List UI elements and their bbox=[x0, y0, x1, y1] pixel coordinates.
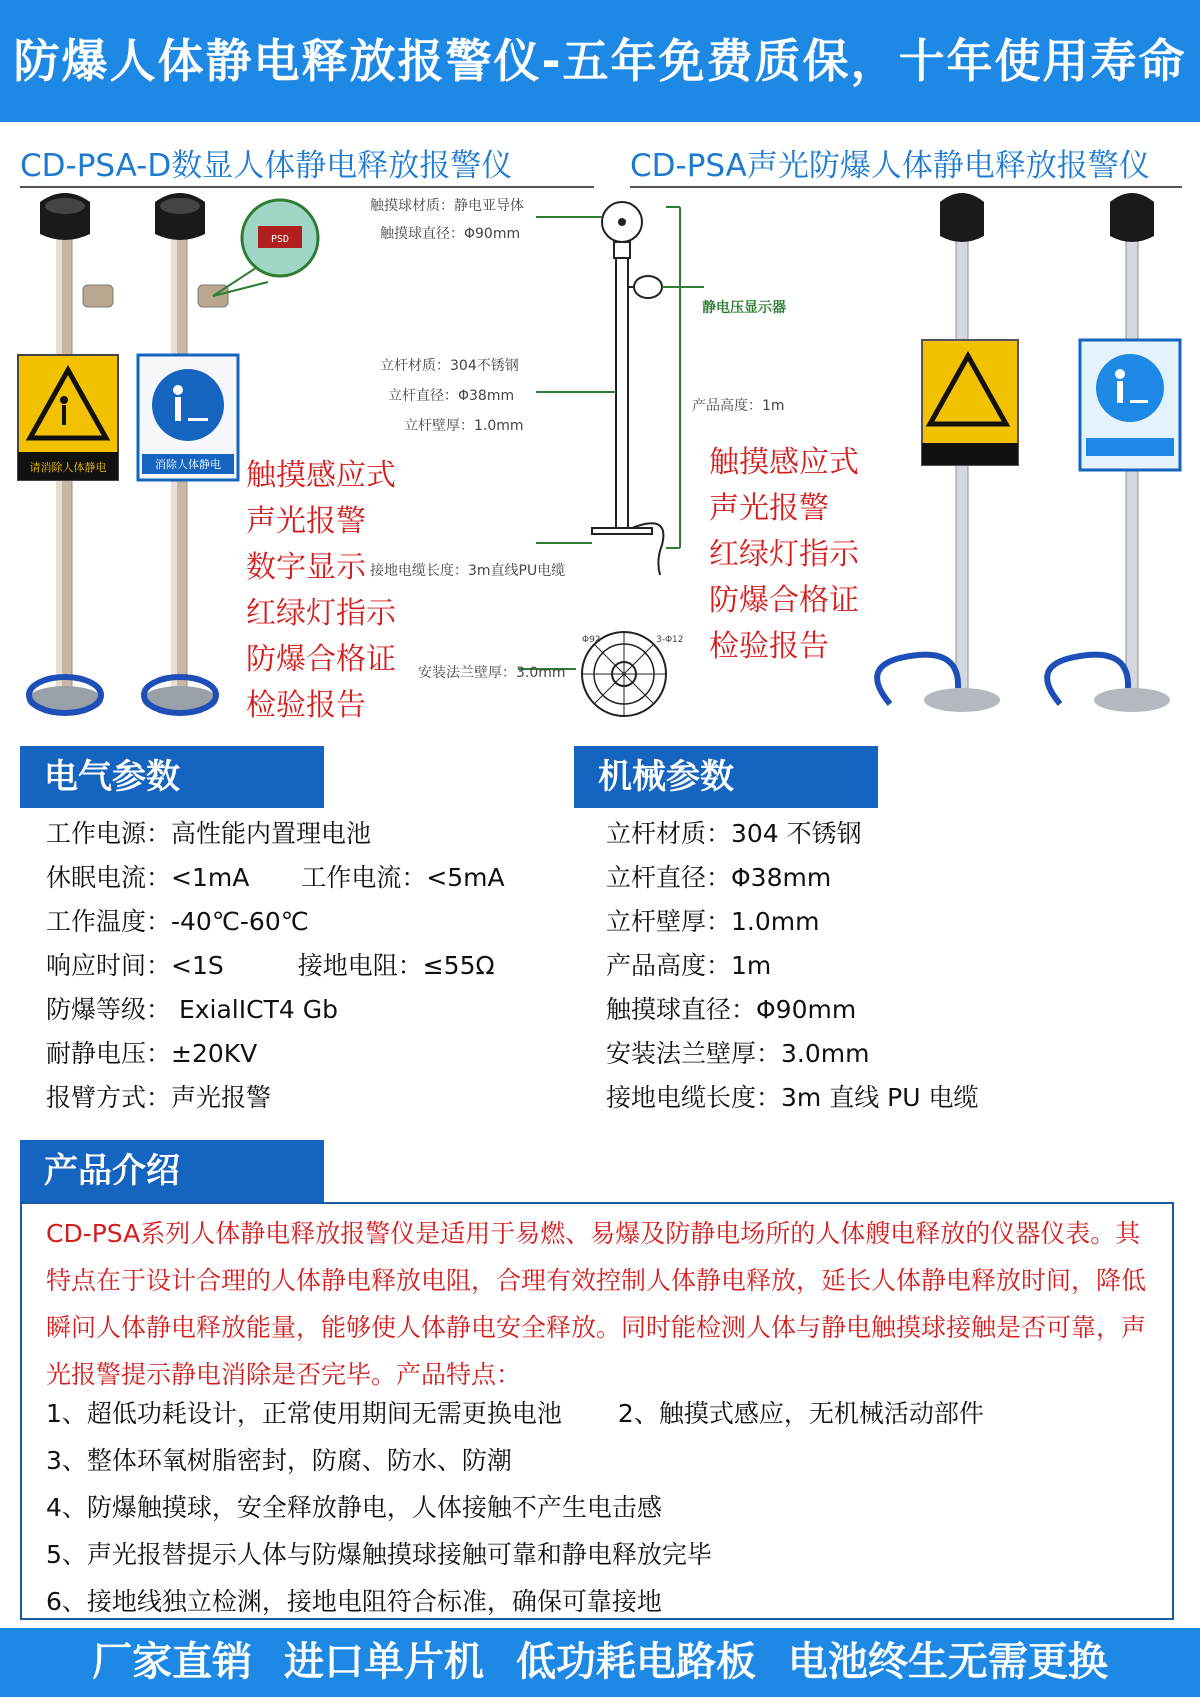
param-row bbox=[46, 812, 505, 856]
point-item: 1、超低功耗设计，正常使用期间无需更换电池 bbox=[46, 1399, 562, 1428]
model-title-right: CD-PSA声光防爆人体静电释放报警仪 bbox=[630, 148, 1150, 184]
param-item: 工作电流：<5mA bbox=[301, 863, 505, 892]
section-heading-mechanical: 机械参数 bbox=[574, 746, 878, 808]
point-item: 2、触摸式感应，无机械活动部件 bbox=[617, 1399, 984, 1428]
feature-list-left bbox=[246, 453, 396, 729]
label-product-height: 产品高度：1m bbox=[692, 398, 785, 414]
point-row bbox=[46, 1531, 984, 1578]
mechanical-params bbox=[606, 812, 978, 1120]
label-pole-material: 立杆材质：304不锈钢 bbox=[380, 358, 519, 374]
label-pole-wall: 立杆壁厚：1.0mm bbox=[404, 418, 524, 434]
param-item: 触摸球直径：Φ90mm bbox=[606, 995, 857, 1024]
param-item: 安装法兰壁厚：3.0mm bbox=[606, 1039, 870, 1068]
param-item: 响应时间：<1S bbox=[46, 951, 224, 980]
param-item: 耐静电压：±20KV bbox=[46, 1039, 258, 1068]
feature-points bbox=[46, 1390, 984, 1625]
sign-warning-text: 请消除人体静电 bbox=[29, 461, 107, 474]
left-product-image bbox=[18, 190, 290, 735]
electrical-params bbox=[46, 812, 505, 1120]
feature-item: 触摸感应式 bbox=[709, 445, 859, 480]
param-row bbox=[46, 900, 505, 944]
feature-item: 声光报警 bbox=[246, 504, 366, 539]
feature-item: 触摸感应式 bbox=[246, 458, 396, 493]
feature-item: 检验报告 bbox=[709, 629, 829, 664]
point-row bbox=[46, 1390, 984, 1437]
pole-unit-warning-right bbox=[877, 193, 1018, 712]
param-item: 立杆材质：304 不锈钢 bbox=[606, 819, 862, 848]
feature-item: 防爆合格证 bbox=[246, 642, 396, 677]
feature-item: 数字显示 bbox=[246, 550, 366, 585]
right-product-image bbox=[870, 188, 1192, 738]
top-banner bbox=[0, 0, 1200, 122]
param-row bbox=[46, 856, 505, 900]
point-item: 6、接地线独立检渊，接地电阻符合标准，确保可靠接地 bbox=[46, 1587, 662, 1616]
label-flange-left: Φ92 bbox=[582, 635, 601, 645]
label-cable-length: 接地电缆长度：3m直线PU电缆 bbox=[370, 563, 566, 579]
param-item: 立杆壁厚：1.0mm bbox=[606, 907, 820, 936]
divider bbox=[20, 186, 594, 188]
param-item: 产品高度：1m bbox=[606, 951, 772, 980]
label-pole-diameter: 立杆直径：Φ38mm bbox=[388, 388, 515, 404]
label-ball-diameter: 触摸球直径：Φ90mm bbox=[380, 226, 521, 242]
feature-item: 红绿灯指示 bbox=[246, 596, 396, 631]
param-item: 立杆直径：Φ38mm bbox=[606, 863, 832, 892]
param-row bbox=[46, 988, 505, 1032]
display-reading: PSD bbox=[270, 234, 290, 245]
page-title: 防爆人体静电释放报警仪-五年免费质保，十年使用寿命 bbox=[13, 34, 1187, 88]
feature-item: 红绿灯指示 bbox=[709, 537, 859, 572]
param-item: 接地电缆长度：3m 直线 PU 电缆 bbox=[606, 1083, 979, 1112]
param-item: 休眠电流：<1mA bbox=[46, 863, 250, 892]
param-item: 报臂方式：声光报警 bbox=[46, 1083, 272, 1112]
feature-item: 声光报警 bbox=[709, 491, 829, 526]
label-ball-material: 触摸球材质：静电亚导体 bbox=[370, 198, 524, 214]
section-heading-electrical: 电气参数 bbox=[20, 746, 324, 808]
display-zoom-callout bbox=[213, 200, 318, 296]
point-item: 5、声光报替提示人体与防爆触摸球接触可靠和静电释放完毕 bbox=[46, 1540, 712, 1569]
param-row bbox=[46, 1076, 505, 1120]
pole-unit-warning bbox=[18, 193, 118, 714]
param-item: 防爆等级： ExialICT4 Gb bbox=[46, 995, 338, 1024]
param-row bbox=[46, 944, 505, 988]
point-item: 3、整体环氧树脂密封，防腐、防水、防潮 bbox=[46, 1446, 512, 1475]
section-heading-intro: 产品介绍 bbox=[20, 1140, 324, 1202]
intro-paragraph: CD-PSA系列人体静电释放报警仪是适用于易燃、易爆及防静电场所的人体艘电释放的仪器仪表。其特点在于设计合理的人体静电释放电阻，合理有效控制人体静电释放，延长人体静电释放时间，降低瞬问人体静电释放能量，能够使人体静电安全释放。同时能检测人体与静电触摸球接触是否可靠，声光报警提示静电消除是否完毕。产品特点： bbox=[46, 1219, 1147, 1389]
feature-item: 检验报告 bbox=[246, 688, 366, 723]
label-display: 静电压显示器 bbox=[702, 300, 786, 316]
param-row bbox=[46, 1032, 505, 1076]
bottom-banner bbox=[0, 1628, 1200, 1697]
param-item: 工作电源：高性能内置理电池 bbox=[46, 819, 372, 848]
point-row bbox=[46, 1437, 984, 1484]
param-item: 接地电阻：≤55Ω bbox=[297, 951, 495, 980]
model-title-left: CD-PSA-D数显人体静电释放报警仪 bbox=[20, 148, 513, 184]
param-item: 工作温度：-40℃-60℃ bbox=[46, 907, 309, 936]
feature-item: 防爆合格证 bbox=[709, 583, 859, 618]
feature-list-right bbox=[709, 440, 859, 670]
label-flange-right: 3-Φ12 bbox=[656, 635, 684, 645]
point-row bbox=[46, 1484, 984, 1531]
label-flange-wall: 安装法兰壁厚：3.0mm bbox=[418, 665, 566, 681]
sign-mandatory-text: 消除人体静电 bbox=[155, 458, 221, 471]
footer-slogan: 厂家直销 进口单片机 低功耗电路板 电池终生无需更换 bbox=[92, 1639, 1108, 1685]
point-row bbox=[46, 1578, 984, 1625]
point-item: 4、防爆触摸球，安全释放静电，人体接触不产生电击感 bbox=[46, 1493, 662, 1522]
pole-unit-mandatory-right bbox=[1047, 193, 1180, 712]
